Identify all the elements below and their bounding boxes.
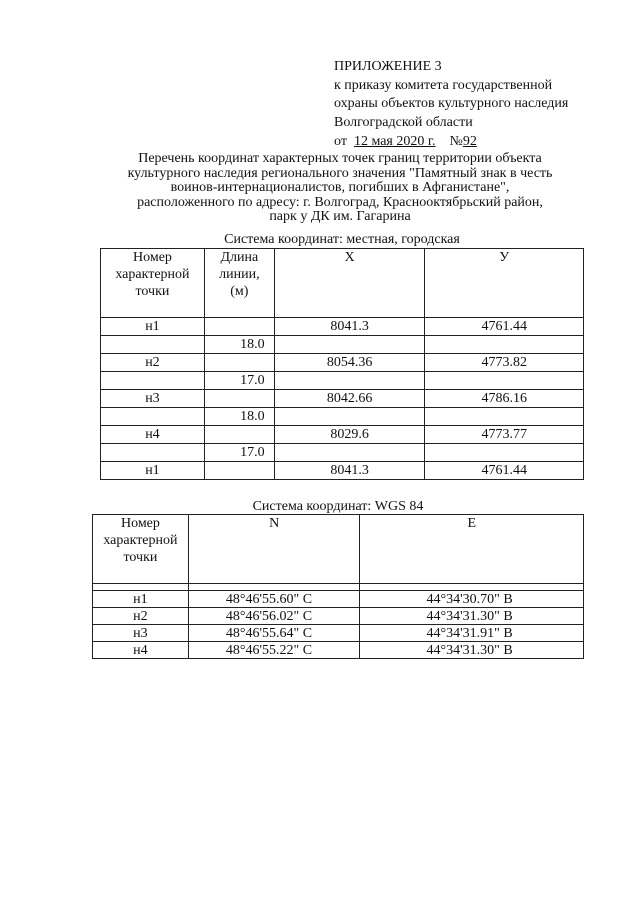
order-line-3: Волгоградской области [334, 114, 473, 130]
x-cell [274, 336, 425, 354]
table1-caption: Система координат: местная, городская [224, 232, 460, 247]
header-line-length [204, 249, 274, 318]
latitude-cell: 48°46'56.02" С [188, 608, 360, 625]
header-text: точки [135, 284, 170, 299]
point-cell: н2 [101, 354, 205, 372]
title-line-4: расположенного по адресу: г. Волгоград, Краснооктябрьский район, [137, 194, 543, 210]
longitude-cell: 44°34'31.91" В [360, 625, 584, 642]
point-cell: н4 [93, 642, 189, 659]
header-point-number [93, 515, 189, 584]
header-n: N [188, 515, 360, 584]
x-cell [274, 444, 425, 462]
y-cell: 4773.82 [425, 354, 584, 372]
header-text: Длина [220, 250, 259, 265]
header-text: точки [123, 550, 158, 565]
table-row [101, 354, 584, 372]
point-cell [101, 372, 205, 390]
table-header-row [93, 515, 584, 584]
table-row [101, 444, 584, 462]
point-cell: н3 [93, 625, 189, 642]
point-cell: н4 [101, 426, 205, 444]
document-title [60, 152, 620, 225]
header-y: У [425, 249, 584, 318]
y-cell [425, 408, 584, 426]
length-cell [204, 390, 274, 408]
point-cell: н1 [101, 462, 205, 480]
local-coordinates-table [100, 248, 584, 480]
header-text: характерной [103, 533, 178, 548]
point-cell: н3 [101, 390, 205, 408]
table-row [101, 408, 584, 426]
length-cell: 18.0 [204, 336, 274, 354]
table-row [101, 390, 584, 408]
table-row [101, 426, 584, 444]
order-number: 92 [462, 134, 477, 149]
table-spacer-row [93, 584, 584, 591]
point-cell [101, 408, 205, 426]
header-text: (м) [230, 284, 249, 299]
title-line-5: парк у ДК им. Гагарина [269, 209, 411, 224]
order-line-2: охраны объектов культурного наследия [334, 96, 569, 111]
y-cell: 4773.77 [425, 426, 584, 444]
appendix-title: ПРИЛОЖЕНИЕ 3 [334, 59, 442, 74]
wgs84-coordinates-table [92, 514, 584, 659]
point-cell: н1 [101, 318, 205, 336]
point-cell [101, 444, 205, 462]
y-cell [425, 336, 584, 354]
x-cell: 8041.3 [274, 318, 425, 336]
header-x: X [274, 249, 425, 318]
x-cell: 8042.66 [274, 390, 425, 408]
point-cell: н1 [93, 591, 189, 608]
longitude-cell: 44°34'31.30" В [360, 642, 584, 659]
header-text: линии, [219, 267, 260, 282]
length-cell: 18.0 [204, 408, 274, 426]
header-e: E [360, 515, 584, 584]
table-row [101, 318, 584, 336]
table-row [101, 462, 584, 480]
length-cell [204, 426, 274, 444]
table-row [93, 591, 584, 608]
header-point-number [101, 249, 205, 318]
appendix-header [334, 58, 568, 152]
header-text: характерной [115, 267, 190, 282]
table-row [93, 642, 584, 659]
order-line-1: к приказу комитета государственной [334, 77, 553, 93]
table-row [93, 608, 584, 625]
order-date: 12 мая 2020 г. [353, 134, 436, 149]
x-cell: 8054.36 [274, 354, 425, 372]
length-cell: 17.0 [204, 444, 274, 462]
date-prefix: от [334, 134, 347, 149]
table-header-row [101, 249, 584, 318]
y-cell [425, 444, 584, 462]
y-cell: 4786.16 [425, 390, 584, 408]
x-cell: 8041.3 [274, 462, 425, 480]
title-line-1: Перечень координат характерных точек границ территории объекта [138, 151, 542, 166]
number-prefix: № [449, 134, 463, 149]
y-cell: 4761.44 [425, 462, 584, 480]
y-cell: 4761.44 [425, 318, 584, 336]
x-cell: 8029.6 [274, 426, 425, 444]
length-cell: 17.0 [204, 372, 274, 390]
y-cell [425, 372, 584, 390]
x-cell [274, 372, 425, 390]
table-row [101, 372, 584, 390]
header-text: Номер [120, 516, 160, 531]
length-cell [204, 318, 274, 336]
point-cell [101, 336, 205, 354]
length-cell [204, 354, 274, 372]
longitude-cell: 44°34'30.70" В [360, 591, 584, 608]
length-cell [204, 462, 274, 480]
header-text: Номер [132, 250, 172, 265]
x-cell [274, 408, 425, 426]
latitude-cell: 48°46'55.60" С [188, 591, 360, 608]
table-row [93, 625, 584, 642]
point-cell: н2 [93, 608, 189, 625]
title-line-2: культурного наследия регионального значения "Памятный знак в честь [127, 165, 553, 181]
order-date-line [334, 133, 568, 152]
table2-caption: Система координат: WGS 84 [252, 499, 424, 514]
longitude-cell: 44°34'31.30" В [360, 608, 584, 625]
title-line-3: воинов-интернационалистов, погибших в Афганистане", [170, 180, 510, 195]
latitude-cell: 48°46'55.64" С [188, 625, 360, 642]
latitude-cell: 48°46'55.22" С [188, 642, 360, 659]
table-row [101, 336, 584, 354]
